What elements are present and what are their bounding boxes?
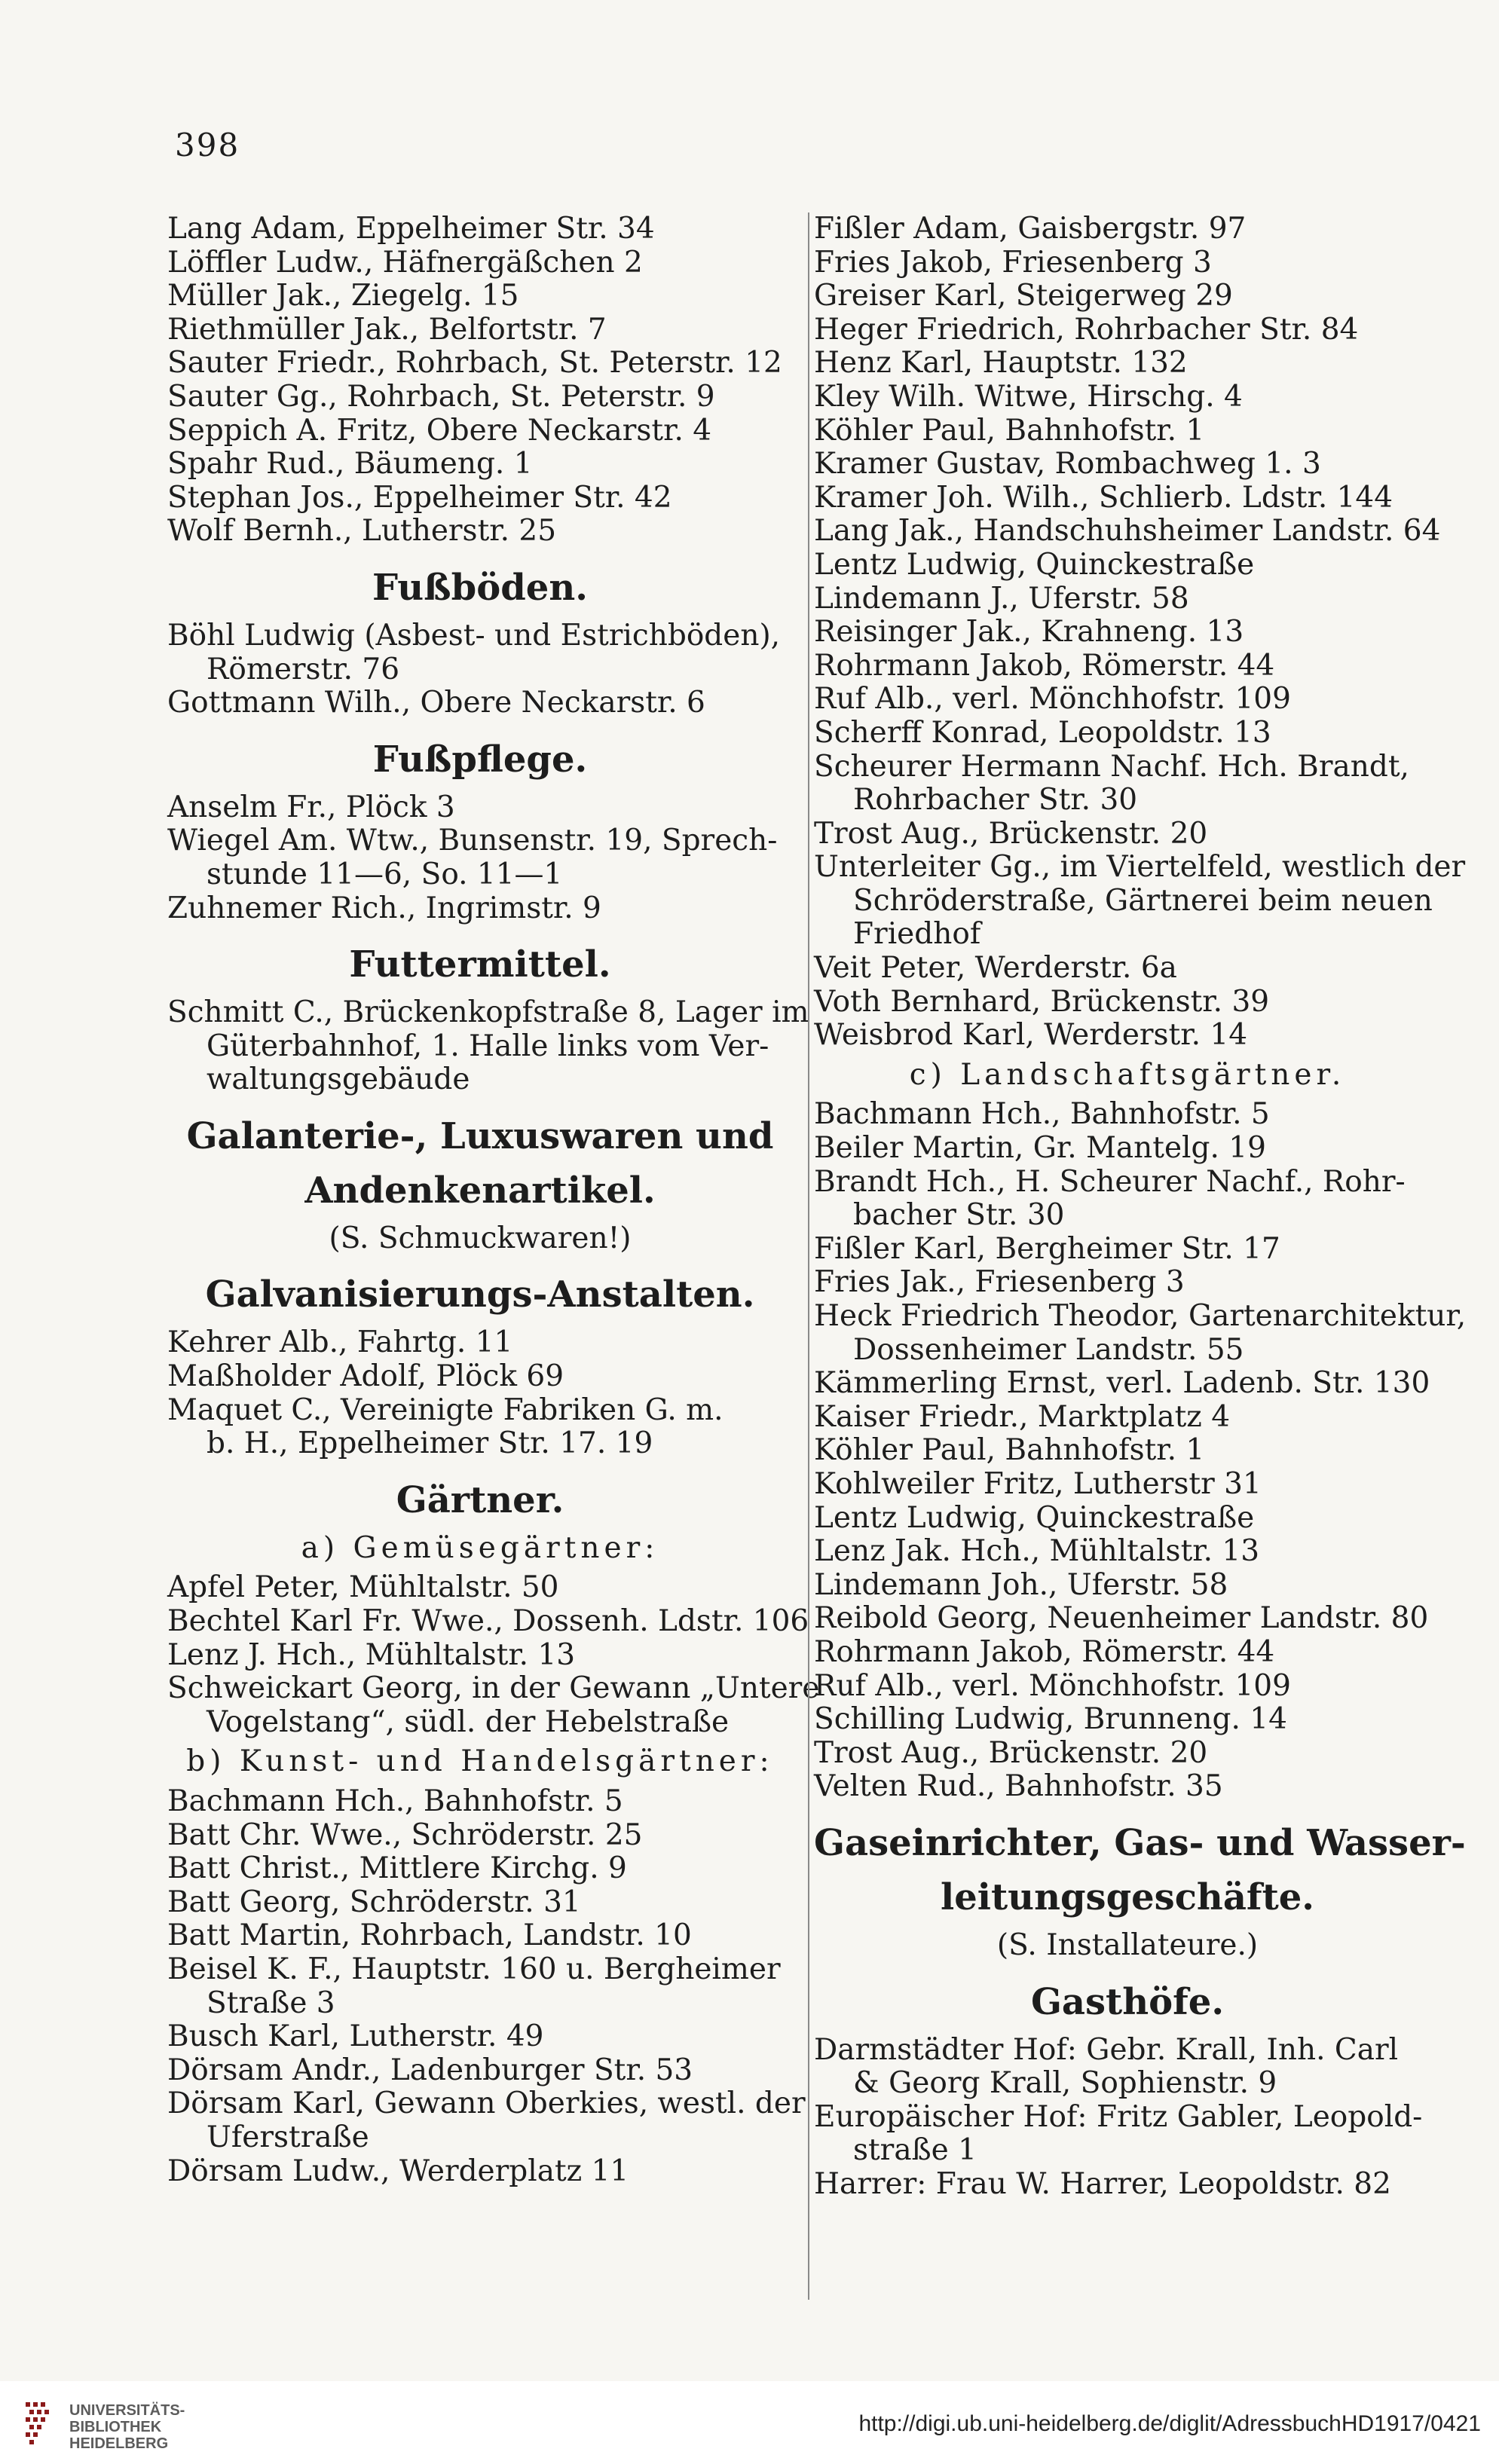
directory-entry: Apfel Peter, Mühltalstr. 50 bbox=[167, 1570, 559, 1605]
directory-entry: Bachmann Hch., Bahnhofstr. 5 bbox=[167, 1784, 623, 1818]
directory-entry: Trost Aug., Brückenstr. 20 bbox=[814, 816, 1208, 851]
directory-entry: Beiler Martin, Gr. Mantelg. 19 bbox=[814, 1131, 1266, 1166]
entry-continuation: Dossenheimer Landstr. 55 bbox=[853, 1332, 1244, 1367]
section-heading: Galvanisierungs-Anstalten. bbox=[205, 1273, 755, 1316]
directory-entry: Brandt Hch., H. Scheurer Nachf., Rohr- bbox=[814, 1164, 1406, 1199]
directory-entry: Maßholder Adolf, Plöck 69 bbox=[167, 1359, 564, 1394]
cross-reference-note: (S. Installateure.) bbox=[996, 1927, 1259, 1962]
directory-entry: Fries Jakob, Friesenberg 3 bbox=[814, 245, 1212, 280]
directory-entry: Dörsam Ludw., Werderplatz 11 bbox=[167, 2154, 629, 2188]
directory-entry: Kramer Joh. Wilh., Schlierb. Ldstr. 144 bbox=[814, 480, 1393, 515]
directory-entry: Veit Peter, Werderstr. 6a bbox=[814, 951, 1177, 986]
page-number: 398 bbox=[175, 127, 240, 164]
directory-entry: Scherff Konrad, Leopoldstr. 13 bbox=[814, 715, 1271, 750]
directory-entry: Kramer Gustav, Rombachweg 1. 3 bbox=[814, 447, 1321, 481]
library-name-line-1: UNIVERSITÄTS- bbox=[69, 2402, 185, 2419]
section-heading-continuation: leitungsgeschäfte. bbox=[941, 1876, 1314, 1918]
directory-entry: Beisel K. F., Hauptstr. 160 u. Bergheimer bbox=[167, 1952, 781, 1986]
directory-entry: Scheurer Hermann Nachf. Hch. Brandt, bbox=[814, 749, 1409, 784]
directory-entry: Lentz Ludwig, Quinckestraße bbox=[814, 1500, 1255, 1535]
directory-entry: Weisbrod Karl, Werderstr. 14 bbox=[814, 1018, 1248, 1053]
directory-entry: Batt Christ., Mittlere Kirchg. 9 bbox=[167, 1851, 627, 1886]
directory-entry: Trost Aug., Brückenstr. 20 bbox=[814, 1735, 1208, 1770]
directory-entry: Zuhnemer Rich., Ingrimstr. 9 bbox=[167, 891, 601, 925]
subsection-heading: a) Gemüsegärtner: bbox=[301, 1530, 659, 1565]
section-heading: Fußböden. bbox=[372, 566, 588, 609]
directory-entry: Kaiser Friedr., Marktplatz 4 bbox=[814, 1399, 1231, 1434]
directory-entry: Lindemann Joh., Uferstr. 58 bbox=[814, 1567, 1228, 1602]
directory-entry: Greiser Karl, Steigerweg 29 bbox=[814, 279, 1233, 313]
directory-entry: Lenz J. Hch., Mühltalstr. 13 bbox=[167, 1637, 576, 1672]
entry-continuation: Römerstr. 76 bbox=[206, 652, 400, 686]
directory-entry: Köhler Paul, Bahnhofstr. 1 bbox=[814, 413, 1205, 448]
directory-entry: Batt Martin, Rohrbach, Landstr. 10 bbox=[167, 1918, 692, 1953]
directory-entry: Böhl Ludwig (Asbest- und Estrichböden), bbox=[167, 618, 781, 653]
left-column bbox=[167, 212, 820, 2188]
directory-entry: Batt Chr. Wwe., Schröderstr. 25 bbox=[167, 1817, 643, 1852]
directory-entry: Bechtel Karl Fr. Wwe., Dossenh. Ldstr. 106 bbox=[167, 1604, 809, 1639]
directory-entry: Fißler Karl, Bergheimer Str. 17 bbox=[814, 1231, 1280, 1266]
directory-entry: Riethmüller Jak., Belfortstr. 7 bbox=[167, 312, 607, 347]
entry-continuation: Straße 3 bbox=[206, 1986, 335, 2020]
library-name bbox=[69, 2402, 185, 2452]
entry-continuation: Vogelstang“, südl. der Hebelstraße bbox=[206, 1704, 730, 1739]
entry-continuation: & Georg Krall, Sophienstr. 9 bbox=[853, 2066, 1277, 2101]
directory-entry: Spahr Rud., Bäumeng. 1 bbox=[167, 447, 533, 481]
section-heading: Gaseinrichter, Gas- und Wasser- bbox=[814, 1821, 1466, 1864]
entry-continuation: Rohrbacher Str. 30 bbox=[853, 783, 1138, 818]
directory-entry: Sauter Gg., Rohrbach, St. Peterstr. 9 bbox=[167, 379, 715, 414]
directory-entry: Lenz Jak. Hch., Mühltalstr. 13 bbox=[814, 1534, 1260, 1569]
directory-entry: Lindemann J., Uferstr. 58 bbox=[814, 581, 1189, 616]
directory-entry: Unterleiter Gg., im Viertelfeld, westlich der bbox=[814, 850, 1466, 885]
directory-entry: Gottmann Wilh., Obere Neckarstr. 6 bbox=[167, 686, 705, 720]
directory-entry: Rohrmann Jakob, Römerstr. 44 bbox=[814, 1634, 1275, 1669]
directory-entry: Dörsam Andr., Ladenburger Str. 53 bbox=[167, 2053, 693, 2087]
directory-entry: Henz Karl, Hauptstr. 132 bbox=[814, 346, 1188, 381]
directory-entry: Maquet C., Vereinigte Fabriken G. m. bbox=[167, 1392, 723, 1427]
subsection-heading: c) Landschaftsgärtner. bbox=[909, 1057, 1346, 1092]
directory-entry: Köhler Paul, Bahnhofstr. 1 bbox=[814, 1433, 1205, 1468]
section-heading: Fußpflege. bbox=[372, 738, 588, 781]
directory-entry: Kämmerling Ernst, verl. Ladenb. Str. 130 bbox=[814, 1366, 1430, 1401]
directory-entry: Bachmann Hch., Bahnhofstr. 5 bbox=[814, 1097, 1270, 1132]
directory-entry: Kohlweiler Fritz, Lutherstr 31 bbox=[814, 1466, 1262, 1501]
source-url-link[interactable]: http://digi.ub.uni-heidelberg.de/diglit/AdressbuchHD1917/0421 bbox=[858, 2411, 1481, 2436]
directory-entry: Lang Jak., Handschuhsheimer Landstr. 64 bbox=[814, 514, 1441, 549]
directory-entry: Reibold Georg, Neuenheimer Landstr. 80 bbox=[814, 1601, 1429, 1636]
directory-entry: Dörsam Karl, Gewann Oberkies, westl. der bbox=[167, 2086, 806, 2121]
directory-entry: Harrer: Frau W. Harrer, Leopoldstr. 82 bbox=[814, 2166, 1391, 2201]
entry-continuation: straße 1 bbox=[853, 2133, 977, 2168]
directory-entry: Ruf Alb., verl. Mönchhofstr. 109 bbox=[814, 1668, 1291, 1703]
subsection-heading: b) Kunst- und Handelsgärtner: bbox=[186, 1744, 774, 1779]
entry-continuation: waltungsgebäude bbox=[206, 1062, 470, 1097]
right-column bbox=[808, 212, 1467, 2300]
directory-entry: Busch Karl, Lutherstr. 49 bbox=[167, 2019, 544, 2054]
directory-entry: Ruf Alb., verl. Mönchhofstr. 109 bbox=[814, 682, 1291, 717]
directory-entry: Fries Jak., Friesenberg 3 bbox=[814, 1265, 1185, 1300]
directory-entry: Sauter Friedr., Rohrbach, St. Peterstr. 12 bbox=[167, 346, 782, 381]
directory-entry: Heck Friedrich Theodor, Gartenarchitektur, bbox=[814, 1299, 1467, 1333]
section-heading-continuation: Andenkenartikel. bbox=[304, 1169, 656, 1212]
directory-entry: Lang Adam, Eppelheimer Str. 34 bbox=[167, 212, 655, 246]
directory-entry: Schweickart Georg, in der Gewann „Untere bbox=[167, 1671, 820, 1706]
directory-entry: Stephan Jos., Eppelheimer Str. 42 bbox=[167, 480, 672, 515]
entry-continuation: Friedhof bbox=[853, 917, 981, 952]
directory-entry: Wolf Bernh., Lutherstr. 25 bbox=[167, 514, 557, 549]
directory-entry: Europäischer Hof: Fritz Gabler, Leopold- bbox=[814, 2099, 1423, 2134]
directory-entry: Seppich A. Fritz, Obere Neckarstr. 4 bbox=[167, 413, 712, 448]
directory-entry: Schilling Ludwig, Brunneng. 14 bbox=[814, 1702, 1287, 1737]
entry-continuation: Uferstraße bbox=[206, 2120, 369, 2154]
directory-entry: Voth Bernhard, Brückenstr. 39 bbox=[814, 984, 1270, 1019]
section-heading: Futtermittel. bbox=[349, 943, 611, 986]
directory-entry: Wiegel Am. Wtw., Bunsenstr. 19, Sprech- bbox=[167, 824, 778, 858]
entry-continuation: Schröderstraße, Gärtnerei beim neuen bbox=[853, 883, 1433, 918]
entry-continuation: Güterbahnhof, 1. Halle links vom Ver- bbox=[206, 1029, 769, 1063]
directory-entry: Kehrer Alb., Fahrtg. 11 bbox=[167, 1325, 513, 1360]
directory-entry: Batt Georg, Schröderstr. 31 bbox=[167, 1885, 581, 1919]
section-heading: Galanterie-, Luxuswaren und bbox=[186, 1114, 774, 1157]
directory-entry: Fißler Adam, Gaisbergstr. 97 bbox=[814, 212, 1247, 246]
directory-entry: Rohrmann Jakob, Römerstr. 44 bbox=[814, 648, 1275, 683]
directory-entry: Velten Rud., Bahnhofstr. 35 bbox=[814, 1769, 1223, 1804]
section-heading: Gärtner. bbox=[396, 1478, 564, 1521]
directory-entry: Schmitt C., Brückenkopfstraße 8, Lager im bbox=[167, 995, 809, 1030]
directory-entry: Anselm Fr., Plöck 3 bbox=[167, 790, 455, 824]
directory-entry: Lentz Ludwig, Quinckestraße bbox=[814, 547, 1255, 582]
directory-entry: Reisinger Jak., Krahneng. 13 bbox=[814, 615, 1244, 650]
directory-entry: Löffler Ludw., Häfnergäßchen 2 bbox=[167, 245, 643, 280]
directory-entry: Heger Friedrich, Rohrbacher Str. 84 bbox=[814, 312, 1359, 347]
entry-continuation: b. H., Eppelheimer Str. 17. 19 bbox=[206, 1426, 653, 1461]
entry-continuation: bacher Str. 30 bbox=[853, 1198, 1065, 1233]
entry-continuation: stunde 11—6, So. 11—1 bbox=[206, 857, 563, 891]
section-heading: Gasthöfe. bbox=[1030, 1980, 1225, 2023]
directory-entry: Darmstädter Hof: Gebr. Krall, Inh. Carl bbox=[814, 2032, 1399, 2067]
cross-reference-note: (S. Schmuckwaren!) bbox=[329, 1221, 632, 1255]
footer-bar bbox=[0, 2381, 1499, 2464]
library-name-line-2: BIBLIOTHEK bbox=[69, 2419, 162, 2435]
directory-entry: Müller Jak., Ziegelg. 15 bbox=[167, 279, 519, 313]
library-name-line-3: HEIDELBERG bbox=[69, 2435, 169, 2452]
library-logo-icon bbox=[24, 2399, 54, 2449]
directory-entry: Kley Wilh. Witwe, Hirschg. 4 bbox=[814, 379, 1243, 414]
